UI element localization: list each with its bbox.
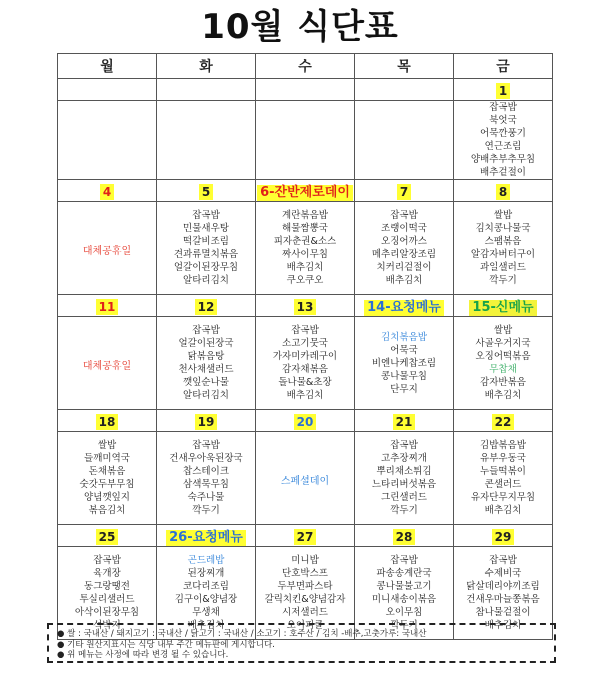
origin-display-note: ● 기타 원산지표시는 식당 내부 주간 메뉴판에 게시합니다.	[57, 639, 275, 650]
holiday-label: 대체공휴일	[82, 245, 132, 257]
weekday-header-row	[58, 54, 553, 79]
menu-item: 쌀밥	[493, 210, 513, 221]
menu-item: 시저샐러드	[282, 607, 328, 618]
menu-item: 가자미카레구이	[272, 351, 338, 362]
menu-item: 수제비국	[484, 568, 522, 579]
date-row	[58, 525, 553, 547]
notes-box	[47, 623, 556, 663]
menu-item: 숫갓두부무침	[79, 479, 135, 490]
menu-item: 갈릭치킨&양념감자	[264, 594, 346, 605]
date-cell	[256, 410, 355, 432]
date-cell	[355, 525, 454, 547]
menu-item: 민물새우탕	[183, 223, 229, 234]
weekday-fri: 금	[454, 54, 553, 79]
date-cell	[58, 525, 157, 547]
menu-row	[58, 317, 553, 410]
date-cell	[454, 180, 553, 202]
date-row	[58, 79, 553, 101]
menu-item: 계란볶음밥	[282, 210, 328, 221]
menu-item: 참나물겉절이	[475, 607, 531, 618]
date-cell	[355, 410, 454, 432]
date-row	[58, 410, 553, 432]
menu-item: 북엇국	[489, 115, 517, 126]
weekday-thu: 목	[355, 54, 454, 79]
date-row	[58, 180, 553, 202]
menu-item: 견과류멸치볶음	[173, 249, 239, 260]
menu-item: 배추김치	[286, 262, 324, 273]
menu-item: 연근조림	[484, 141, 522, 152]
date-cell	[157, 180, 256, 202]
menu-list	[157, 554, 255, 632]
menu-item: 아삭이된장무침	[74, 607, 140, 618]
date-label: 5	[199, 184, 213, 200]
menu-item: 뿌리채소튀김	[376, 466, 432, 477]
date-cell	[454, 79, 553, 101]
date-label: 11	[96, 299, 119, 315]
menu-item: 해물짬뽕국	[282, 223, 328, 234]
menu-item: 파송송계란국	[376, 568, 432, 579]
menu-item: 양배추부추무침	[470, 154, 536, 165]
menu-item: 잡곡밥	[291, 325, 319, 336]
menu-cell	[157, 432, 256, 525]
menu-list	[58, 439, 156, 517]
date-cell	[355, 180, 454, 202]
menu-item: 돈채볶음	[88, 466, 126, 477]
menu-item: 깍두기	[192, 505, 220, 516]
menu-item: 소고기뭇국	[282, 338, 328, 349]
menu-item: 양념깻잎지	[84, 492, 130, 503]
menu-item: 들깨미역국	[84, 453, 130, 464]
menu-item: 찹스테이크	[183, 466, 229, 477]
menu-item: 무생채	[192, 607, 220, 618]
menu-cell	[355, 432, 454, 525]
date-label: 18	[96, 414, 119, 430]
menu-item: 깍두기	[390, 620, 418, 631]
date-label: 26-요청메뉴	[166, 530, 246, 546]
menu-list	[454, 554, 552, 632]
menu-item: 콩나물무침	[381, 370, 427, 382]
menu-item: 잡곡밥	[390, 440, 418, 451]
menu-item: 콩나물불고기	[376, 581, 432, 592]
menu-item: 메추리알장조림	[371, 249, 437, 260]
menu-item: 떡갈비조림	[183, 236, 229, 247]
menu-cell	[454, 317, 553, 410]
menu-list	[454, 101, 552, 179]
date-label: 8	[496, 184, 510, 200]
menu-item: 투실리샐러드	[79, 594, 135, 605]
menu-item: 얼갈이된장무침	[173, 262, 239, 273]
menu-list	[355, 331, 453, 396]
menu-item: 알타리김치	[183, 390, 229, 401]
date-cell	[256, 295, 355, 317]
date-label: 4	[100, 184, 114, 200]
menu-list	[256, 209, 354, 287]
menu-list	[355, 439, 453, 517]
menu-item: 닭살데리야끼조림	[466, 581, 540, 592]
menu-item: 오이피클	[286, 620, 324, 631]
date-cell	[256, 79, 355, 101]
menu-item: 과일샐러드	[480, 262, 526, 273]
menu-row	[58, 432, 553, 525]
menu-item: 피자춘권&소스	[273, 236, 337, 247]
date-cell	[157, 295, 256, 317]
menu-list	[256, 324, 354, 402]
menu-list	[157, 209, 255, 287]
holiday-label: 대체공휴일	[82, 360, 132, 372]
menu-item: 깍두기	[390, 505, 418, 516]
menu-cell	[58, 101, 157, 180]
menu-item: 배추김치	[187, 620, 225, 631]
date-label: 1	[496, 83, 510, 99]
menu-item: 잡곡밥	[192, 440, 220, 451]
menu-item: 미니새송이볶음	[371, 594, 437, 605]
menu-item: 잡곡밥	[93, 555, 121, 566]
menu-item: 곤드레밥	[187, 555, 225, 566]
menu-item: 단호박스프	[282, 568, 328, 579]
menu-item: 사골우거지국	[475, 338, 531, 349]
date-cell	[58, 180, 157, 202]
special-day-label: 스페셜데이	[280, 475, 330, 487]
menu-list	[157, 439, 255, 517]
menu-item: 김치볶음밥	[381, 331, 427, 343]
date-cell	[454, 410, 553, 432]
menu-item: 오징어떡볶음	[475, 351, 531, 362]
menu-item: 두부면파스타	[277, 581, 333, 592]
menu-cell	[454, 101, 553, 180]
menu-cell	[256, 317, 355, 410]
menu-list	[157, 324, 255, 402]
menu-item: 김치콩나물국	[475, 223, 531, 234]
date-label: 7	[397, 184, 411, 200]
date-label: 20	[294, 414, 317, 430]
menu-cell	[157, 101, 256, 180]
menu-item: 얼갈이된장국	[178, 338, 234, 349]
date-cell	[355, 295, 454, 317]
date-cell	[256, 525, 355, 547]
menu-item: 유자단무지무침	[470, 492, 536, 503]
menu-list	[256, 554, 354, 632]
date-cell	[157, 79, 256, 101]
date-cell	[58, 79, 157, 101]
menu-list	[454, 209, 552, 287]
menu-cell	[256, 432, 355, 525]
menu-item: 잡곡밥	[192, 325, 220, 336]
menu-item: 숙주나물	[187, 492, 225, 503]
menu-item: 건새우아욱된장국	[169, 453, 243, 464]
menu-item: 배추김치	[484, 390, 522, 401]
menu-item: 닭볶음탕	[187, 351, 225, 362]
date-label: 14-요청메뉴	[364, 300, 444, 316]
date-cell	[454, 525, 553, 547]
menu-item: 돌나물&초장	[278, 377, 332, 388]
menu-item: 김밥볶음밥	[480, 440, 526, 451]
date-label: 28	[393, 529, 416, 545]
menu-item: 어묵깐풍기	[480, 128, 526, 139]
menu-item: 코다리조림	[183, 581, 229, 592]
menu-row	[58, 202, 553, 295]
menu-item: 배추김치	[484, 505, 522, 516]
menu-cell	[58, 432, 157, 525]
menu-list	[58, 554, 156, 632]
menu-item: 쌀밥	[97, 440, 117, 451]
menu-item: 감자반볶음	[480, 377, 526, 388]
menu-item: 건새우마늘쫑볶음	[466, 594, 540, 605]
menu-item: 깍두기	[489, 275, 517, 286]
date-cell	[256, 180, 355, 202]
date-cell	[355, 79, 454, 101]
weekday-tue: 화	[157, 54, 256, 79]
date-label: 22	[492, 414, 515, 430]
menu-cell	[58, 202, 157, 295]
menu-item: 잡곡밥	[390, 555, 418, 566]
menu-item: 김구이&양념장	[174, 594, 238, 605]
menu-row	[58, 101, 553, 180]
menu-item: 오이무침	[385, 607, 423, 618]
menu-item: 감자채볶음	[282, 364, 328, 375]
weekday-wed: 수	[256, 54, 355, 79]
menu-item: 짜사이무침	[282, 249, 328, 260]
menu-item: 고추장찌개	[381, 453, 427, 464]
menu-list	[454, 324, 552, 402]
date-cell	[157, 525, 256, 547]
date-label: 21	[393, 414, 416, 430]
date-label: 6-잔반제로데이	[257, 185, 353, 201]
menu-item: 깻잎순나물	[183, 377, 229, 388]
menu-item: 콘샐러드	[484, 479, 522, 490]
menu-item: 쿠오쿠오	[286, 275, 324, 286]
menu-item: 잡곡밥	[489, 555, 517, 566]
menu-item: 어묵국	[390, 344, 418, 356]
menu-item: 스팸볶음	[484, 236, 522, 247]
menu-item: 누들떡볶이	[480, 466, 526, 477]
weekday-mon: 월	[58, 54, 157, 79]
page-title: 10월 식단표	[201, 7, 399, 47]
menu-item: 배추김치	[385, 275, 423, 286]
menu-item: 잡곡밥	[489, 102, 517, 113]
menu-cell	[256, 101, 355, 180]
meal-calendar	[57, 53, 553, 640]
menu-list	[355, 554, 453, 632]
menu-cell	[256, 202, 355, 295]
menu-cell	[355, 202, 454, 295]
menu-item: 석박지	[93, 620, 121, 631]
date-row	[58, 295, 553, 317]
date-label: 15-신메뉴	[469, 300, 536, 316]
date-label: 13	[294, 299, 317, 315]
menu-item: 알감자버터구이	[470, 249, 536, 260]
menu-item: 미니밥	[291, 555, 319, 566]
menu-cell	[58, 317, 157, 410]
menu-cell	[454, 202, 553, 295]
menu-item: 된장찌개	[187, 568, 225, 579]
menu-cell	[355, 317, 454, 410]
menu-cell	[157, 202, 256, 295]
menu-item: 육개장	[93, 568, 121, 579]
menu-list	[454, 439, 552, 517]
date-label: 27	[294, 529, 317, 545]
change-note: ● 위 메뉴는 사정에 따라 변경 될 수 있습니다.	[57, 650, 229, 660]
menu-item: 오징어까스	[381, 236, 427, 247]
date-cell	[454, 295, 553, 317]
menu-item: 동그랑땡전	[84, 581, 130, 592]
menu-item: 배추김치	[484, 620, 522, 631]
date-label: 12	[195, 299, 218, 315]
menu-item: 조랭이떡국	[381, 223, 427, 234]
date-cell	[58, 410, 157, 432]
menu-item: 천사채샐러드	[178, 364, 234, 375]
menu-cell	[454, 432, 553, 525]
menu-item: 쌀밥	[493, 325, 513, 336]
menu-item: 삼색묵무침	[183, 479, 229, 490]
menu-item: 치커리겉절이	[376, 262, 432, 273]
menu-item: 무찹채	[489, 364, 517, 375]
menu-item: 그린샐러드	[381, 492, 427, 503]
menu-item: 유부우동국	[480, 453, 526, 464]
menu-item: 알타리김치	[183, 275, 229, 286]
date-cell	[58, 295, 157, 317]
menu-cell	[157, 317, 256, 410]
menu-item: 느타리버섯볶음	[371, 479, 437, 490]
menu-item: 잡곡밥	[192, 210, 220, 221]
menu-item: 잡곡밥	[390, 210, 418, 221]
menu-list	[355, 209, 453, 287]
menu-item: 비엔나케찹조림	[371, 357, 437, 369]
menu-item: 볶음김치	[88, 505, 126, 516]
date-label: 25	[96, 529, 119, 545]
origin-note: ● 쌀 : 국내산 / 돼지고기 : 국내산 / 닭고기 : 국내산 / 소고기 : 호주산 / 김치 -배추,고춧가루: 국내산	[57, 629, 427, 639]
menu-item: 단무지	[390, 383, 418, 395]
menu-cell	[355, 101, 454, 180]
date-cell	[157, 410, 256, 432]
menu-item: 배추김치	[286, 390, 324, 401]
date-label: 19	[195, 414, 218, 430]
menu-item: 배추겉절이	[480, 167, 526, 178]
date-label: 29	[492, 529, 515, 545]
